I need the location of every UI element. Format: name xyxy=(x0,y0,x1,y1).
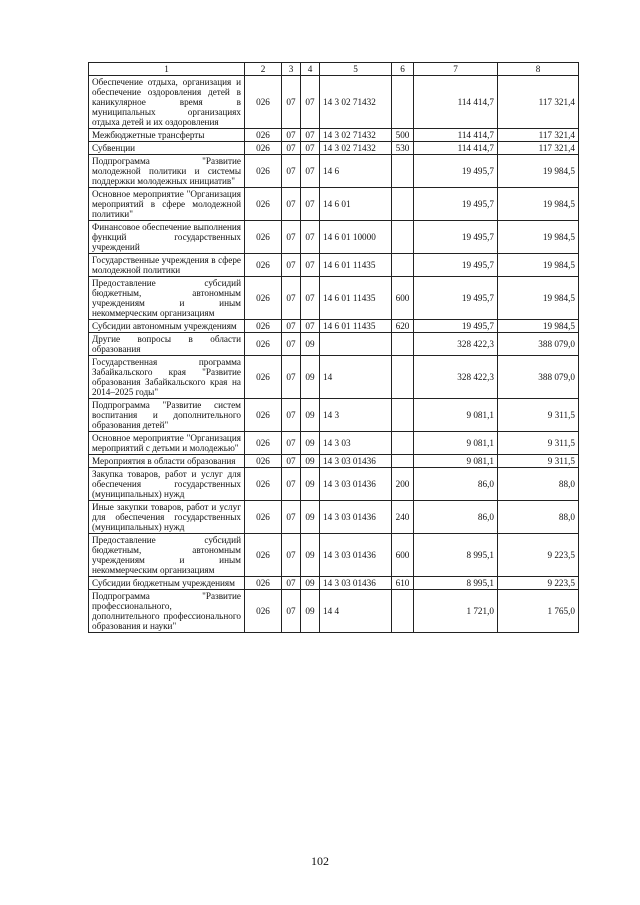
row-name: Мероприятия в области образования xyxy=(89,455,245,468)
cell-subsection: 07 xyxy=(301,188,320,221)
cell-section: 07 xyxy=(282,534,301,577)
cell-section: 07 xyxy=(282,356,301,399)
table-row xyxy=(89,356,579,399)
cell-target-article: 14 3 03 xyxy=(320,432,392,455)
cell-section: 07 xyxy=(282,277,301,320)
cell-expense-type xyxy=(392,333,414,356)
cell-amount-2: 19 984,5 xyxy=(498,320,579,333)
cell-section: 07 xyxy=(282,142,301,155)
row-name: Основное мероприятие "Организация мероприятий с детьми и молодежью" xyxy=(89,432,245,455)
cell-section: 07 xyxy=(282,455,301,468)
table-row xyxy=(89,320,579,333)
cell-code: 026 xyxy=(245,188,282,221)
cell-expense-type xyxy=(392,455,414,468)
row-name: Другие вопросы в области образования xyxy=(89,333,245,356)
cell-code: 026 xyxy=(245,155,282,188)
cell-amount-2: 388 079,0 xyxy=(498,356,579,399)
cell-amount-1: 328 422,3 xyxy=(414,333,498,356)
cell-amount-2: 9 223,5 xyxy=(498,534,579,577)
cell-amount-1: 8 995,1 xyxy=(414,577,498,590)
cell-expense-type xyxy=(392,356,414,399)
cell-code: 026 xyxy=(245,221,282,254)
cell-code: 026 xyxy=(245,577,282,590)
cell-expense-type: 500 xyxy=(392,129,414,142)
cell-subsection: 09 xyxy=(301,468,320,501)
cell-target-article: 14 6 01 11435 xyxy=(320,277,392,320)
cell-amount-2: 88,0 xyxy=(498,468,579,501)
cell-section: 07 xyxy=(282,320,301,333)
cell-amount-2: 19 984,5 xyxy=(498,188,579,221)
table-row xyxy=(89,333,579,356)
cell-section: 07 xyxy=(282,155,301,188)
row-name: Государственная программа Забайкальского края "Развитие образования Забайкальского края на 2014–2025 годы" xyxy=(89,356,245,399)
cell-code: 026 xyxy=(245,501,282,534)
cell-section: 07 xyxy=(282,501,301,534)
cell-code: 026 xyxy=(245,455,282,468)
cell-target-article: 14 6 01 10000 xyxy=(320,221,392,254)
column-header: 4 xyxy=(301,63,320,76)
column-header: 6 xyxy=(392,63,414,76)
cell-code: 026 xyxy=(245,320,282,333)
cell-expense-type: 200 xyxy=(392,468,414,501)
cell-section: 07 xyxy=(282,577,301,590)
cell-target-article: 14 xyxy=(320,356,392,399)
cell-subsection: 09 xyxy=(301,501,320,534)
column-header: 1 xyxy=(89,63,245,76)
cell-code: 026 xyxy=(245,534,282,577)
cell-amount-2: 1 765,0 xyxy=(498,590,579,633)
table-row xyxy=(89,155,579,188)
table-row xyxy=(89,577,579,590)
cell-amount-1: 19 495,7 xyxy=(414,320,498,333)
cell-subsection: 07 xyxy=(301,155,320,188)
cell-amount-1: 114 414,7 xyxy=(414,76,498,129)
cell-subsection: 07 xyxy=(301,320,320,333)
table-row xyxy=(89,534,579,577)
cell-subsection: 07 xyxy=(301,221,320,254)
row-name: Субсидии автономным учреждениям xyxy=(89,320,245,333)
cell-target-article: 14 3 03 01436 xyxy=(320,577,392,590)
row-name: Подпрограмма "Развитие молодежной политики и системы поддержки молодежных инициатив" xyxy=(89,155,245,188)
cell-amount-1: 114 414,7 xyxy=(414,129,498,142)
cell-section: 07 xyxy=(282,76,301,129)
cell-amount-1: 19 495,7 xyxy=(414,188,498,221)
cell-subsection: 09 xyxy=(301,534,320,577)
cell-expense-type: 620 xyxy=(392,320,414,333)
cell-section: 07 xyxy=(282,188,301,221)
column-header: 3 xyxy=(282,63,301,76)
cell-target-article: 14 6 01 xyxy=(320,188,392,221)
table-row xyxy=(89,188,579,221)
cell-expense-type: 530 xyxy=(392,142,414,155)
cell-subsection: 09 xyxy=(301,577,320,590)
cell-code: 026 xyxy=(245,129,282,142)
cell-section: 07 xyxy=(282,432,301,455)
cell-code: 026 xyxy=(245,468,282,501)
table-row xyxy=(89,129,579,142)
cell-target-article: 14 3 xyxy=(320,399,392,432)
table-row xyxy=(89,501,579,534)
cell-subsection: 07 xyxy=(301,254,320,277)
cell-expense-type xyxy=(392,590,414,633)
cell-amount-1: 86,0 xyxy=(414,501,498,534)
row-name: Государственные учреждения в сфере молодежной политики xyxy=(89,254,245,277)
cell-subsection: 09 xyxy=(301,356,320,399)
column-header: 8 xyxy=(498,63,579,76)
table-row xyxy=(89,399,579,432)
row-name: Финансовое обеспечение выполнения функций государственных учреждений xyxy=(89,221,245,254)
cell-expense-type: 600 xyxy=(392,534,414,577)
cell-amount-2: 19 984,5 xyxy=(498,155,579,188)
table-row xyxy=(89,455,579,468)
cell-amount-2: 9 311,5 xyxy=(498,399,579,432)
cell-code: 026 xyxy=(245,590,282,633)
cell-amount-2: 117 321,4 xyxy=(498,142,579,155)
cell-amount-2: 19 984,5 xyxy=(498,277,579,320)
cell-amount-2: 9 311,5 xyxy=(498,432,579,455)
row-name: Субвенции xyxy=(89,142,245,155)
cell-amount-1: 1 721,0 xyxy=(414,590,498,633)
cell-target-article: 14 6 01 11435 xyxy=(320,254,392,277)
column-header: 2 xyxy=(245,63,282,76)
row-name: Подпрограмма "Развитие профессионального, дополнительного профессионального образования и науки" xyxy=(89,590,245,633)
cell-section: 07 xyxy=(282,399,301,432)
cell-amount-1: 19 495,7 xyxy=(414,254,498,277)
cell-target-article: 14 3 03 01436 xyxy=(320,534,392,577)
cell-amount-2: 9 311,5 xyxy=(498,455,579,468)
table-row xyxy=(89,221,579,254)
cell-code: 026 xyxy=(245,277,282,320)
column-header: 7 xyxy=(414,63,498,76)
cell-subsection: 07 xyxy=(301,277,320,320)
cell-amount-2: 388 079,0 xyxy=(498,333,579,356)
cell-amount-2: 117 321,4 xyxy=(498,76,579,129)
cell-amount-1: 328 422,3 xyxy=(414,356,498,399)
cell-subsection: 07 xyxy=(301,76,320,129)
cell-expense-type xyxy=(392,254,414,277)
row-name: Иные закупки товаров, работ и услуг для обеспечения государственных (муниципальных) нужд xyxy=(89,501,245,534)
table-row xyxy=(89,142,579,155)
cell-amount-1: 114 414,7 xyxy=(414,142,498,155)
cell-section: 07 xyxy=(282,221,301,254)
table-body xyxy=(89,76,579,633)
cell-expense-type: 600 xyxy=(392,277,414,320)
page-number: 102 xyxy=(311,854,329,868)
cell-target-article: 14 3 03 01436 xyxy=(320,468,392,501)
cell-amount-2: 19 984,5 xyxy=(498,254,579,277)
cell-amount-1: 8 995,1 xyxy=(414,534,498,577)
cell-expense-type xyxy=(392,221,414,254)
table-row xyxy=(89,254,579,277)
cell-target-article: 14 6 xyxy=(320,155,392,188)
cell-expense-type xyxy=(392,155,414,188)
cell-code: 026 xyxy=(245,432,282,455)
cell-subsection: 07 xyxy=(301,142,320,155)
cell-expense-type xyxy=(392,432,414,455)
cell-target-article: 14 6 01 11435 xyxy=(320,320,392,333)
cell-code: 026 xyxy=(245,76,282,129)
cell-section: 07 xyxy=(282,129,301,142)
cell-section: 07 xyxy=(282,468,301,501)
table-row xyxy=(89,76,579,129)
cell-amount-2: 19 984,5 xyxy=(498,221,579,254)
cell-section: 07 xyxy=(282,333,301,356)
column-header: 5 xyxy=(320,63,392,76)
cell-subsection: 09 xyxy=(301,333,320,356)
cell-subsection: 09 xyxy=(301,455,320,468)
cell-expense-type xyxy=(392,399,414,432)
cell-expense-type xyxy=(392,188,414,221)
cell-expense-type: 610 xyxy=(392,577,414,590)
row-name: Закупка товаров, работ и услуг для обеспечения государственных (муниципальных) нужд xyxy=(89,468,245,501)
cell-target-article xyxy=(320,333,392,356)
cell-target-article: 14 3 03 01436 xyxy=(320,455,392,468)
table-row xyxy=(89,277,579,320)
table-header-row xyxy=(89,63,579,76)
cell-amount-1: 19 495,7 xyxy=(414,277,498,320)
cell-section: 07 xyxy=(282,254,301,277)
row-name: Предоставление субсидий бюджетным, автономным учреждениям и иным некоммерческим организациям xyxy=(89,534,245,577)
cell-code: 026 xyxy=(245,356,282,399)
cell-target-article: 14 3 03 01436 xyxy=(320,501,392,534)
cell-code: 026 xyxy=(245,142,282,155)
cell-section: 07 xyxy=(282,590,301,633)
table-row xyxy=(89,468,579,501)
row-name: Подпрограмма "Развитие систем воспитания и дополнительного образования детей" xyxy=(89,399,245,432)
row-name: Обеспечение отдыха, организация и обеспечение оздоровления детей в каникулярное время в муниципальных организациях отдыха детей и их оздоровления xyxy=(89,76,245,129)
cell-code: 026 xyxy=(245,333,282,356)
cell-target-article: 14 4 xyxy=(320,590,392,633)
cell-target-article: 14 3 02 71432 xyxy=(320,142,392,155)
row-name: Субсидии бюджетным учреждениям xyxy=(89,577,245,590)
cell-expense-type: 240 xyxy=(392,501,414,534)
row-name: Основное мероприятие "Организация мероприятий в сфере молодежной политики" xyxy=(89,188,245,221)
cell-amount-1: 9 081,1 xyxy=(414,432,498,455)
cell-subsection: 07 xyxy=(301,129,320,142)
cell-amount-2: 117 321,4 xyxy=(498,129,579,142)
table-row xyxy=(89,432,579,455)
cell-amount-1: 9 081,1 xyxy=(414,455,498,468)
cell-amount-1: 86,0 xyxy=(414,468,498,501)
cell-target-article: 14 3 02 71432 xyxy=(320,129,392,142)
cell-amount-1: 9 081,1 xyxy=(414,399,498,432)
cell-target-article: 14 3 02 71432 xyxy=(320,76,392,129)
budget-table xyxy=(88,62,579,633)
cell-amount-1: 19 495,7 xyxy=(414,221,498,254)
cell-expense-type xyxy=(392,76,414,129)
cell-code: 026 xyxy=(245,254,282,277)
cell-subsection: 09 xyxy=(301,590,320,633)
table-row xyxy=(89,590,579,633)
cell-amount-1: 19 495,7 xyxy=(414,155,498,188)
cell-code: 026 xyxy=(245,399,282,432)
cell-amount-2: 9 223,5 xyxy=(498,577,579,590)
cell-subsection: 09 xyxy=(301,432,320,455)
cell-amount-2: 88,0 xyxy=(498,501,579,534)
cell-subsection: 09 xyxy=(301,399,320,432)
row-name: Межбюджетные трансферты xyxy=(89,129,245,142)
row-name: Предоставление субсидий бюджетным, автономным учреждениям и иным некоммерческим организациям xyxy=(89,277,245,320)
